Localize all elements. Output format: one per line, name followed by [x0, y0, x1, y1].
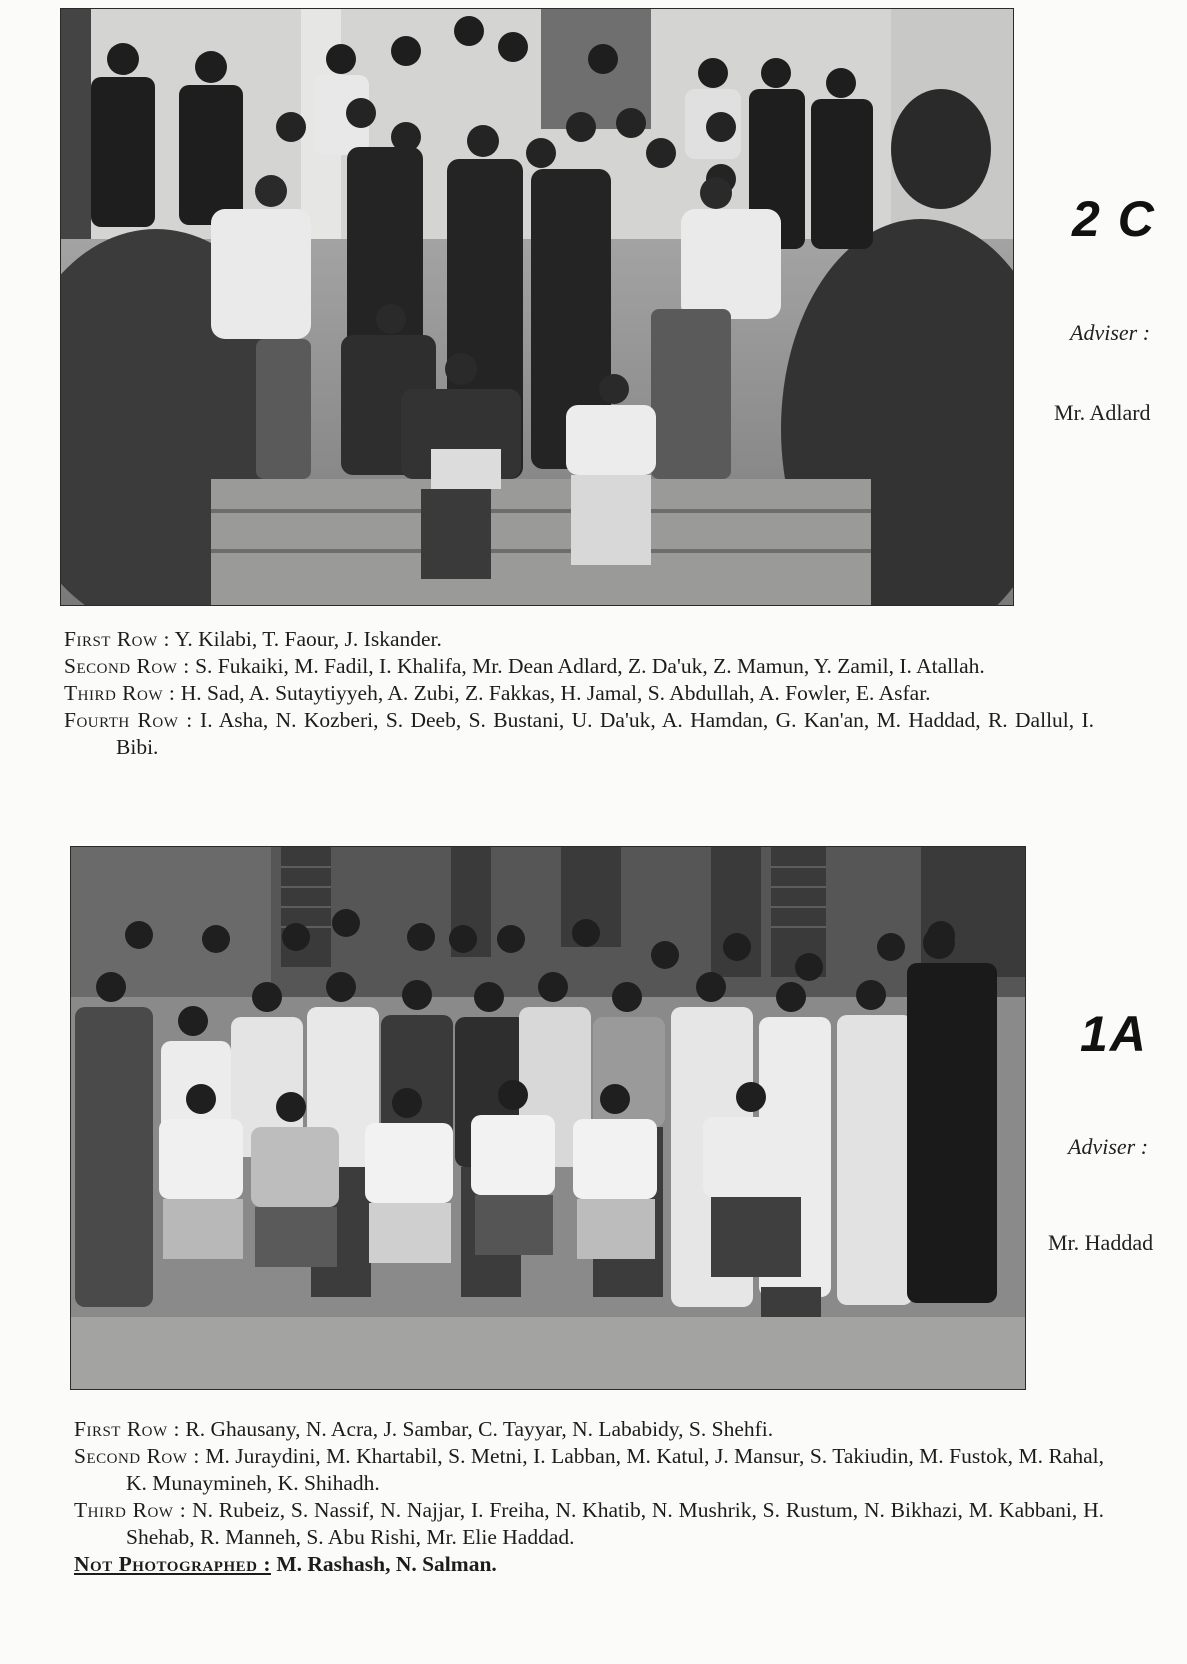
row-names: H. Sad, A. Sutaytiyyeh, A. Zubi, Z. Fakkas, H. Jamal, S. Abdullah, A. Fowler, E. Asfar. [180, 681, 931, 705]
class-photo-1a [70, 846, 1026, 1390]
not-photographed-names: M. Rashash, N. Salman. [276, 1552, 497, 1576]
row-names: I. Asha, N. Kozberi, S. Deeb, S. Bustani, U. Da'uk, A. Hamdan, G. Kan'an, M. Haddad, R. Dallul, I. Bibi. [116, 708, 1095, 759]
row-label: First Row : [64, 627, 171, 651]
row-names: Y. Kilabi, T. Faour, J. Iskander. [174, 627, 442, 651]
row-label: First Row : [74, 1417, 181, 1441]
row-names: M. Juraydini, M. Khartabil, S. Metni, I. Labban, M. Katul, J. Mansur, S. Takiudin, M. Fustok, M. Rahal, K. Munaymineh, K. Shihadh. [126, 1444, 1104, 1495]
caption-row [64, 680, 1094, 707]
row-names: R. Ghausany, N. Acra, J. Sambar, C. Tayyar, N. Lababidy, S. Shehfi. [185, 1417, 774, 1441]
adviser-label-1a: Adviser : [1068, 1134, 1149, 1159]
row-label: Fourth Row : [64, 708, 193, 732]
class-photo-2c [60, 8, 1014, 606]
adviser-name-2c: Mr. Adlard [1054, 400, 1151, 425]
caption-row [64, 653, 1094, 680]
row-names: N. Rubeiz, S. Nassif, N. Najjar, I. Freiha, N. Khatib, N. Mushrik, S. Rustum, N. Bikhazi, M. Kabbani, H. Shehab, R. Manneh, S. Abu Rishi, Mr. Elie Haddad. [126, 1498, 1104, 1549]
caption-row [64, 626, 1094, 653]
caption-1a [74, 1416, 1104, 1578]
row-names: S. Fukaiki, M. Fadil, I. Khalifa, Mr. Dean Adlard, Z. Da'uk, Z. Mamun, Y. Zamil, I. Atallah. [195, 654, 985, 678]
row-label: Second Row : [74, 1444, 200, 1468]
row-label: Second Row : [64, 654, 190, 678]
caption-2c [64, 626, 1094, 761]
adviser-label-2c: Adviser : [1070, 320, 1151, 345]
caption-row [64, 707, 1094, 761]
caption-row-not-photographed [74, 1551, 1104, 1578]
adviser-name-1a: Mr. Haddad [1048, 1230, 1154, 1255]
class-code-2c: 2 C [1072, 191, 1156, 247]
caption-row [74, 1443, 1104, 1497]
row-label: Third Row : [64, 681, 176, 705]
not-photographed-label: Not Photographed : [74, 1552, 271, 1576]
class-code-1a: 1A [1080, 1006, 1148, 1062]
caption-row [74, 1497, 1104, 1551]
caption-row [74, 1416, 1104, 1443]
row-label: Third Row : [74, 1498, 187, 1522]
